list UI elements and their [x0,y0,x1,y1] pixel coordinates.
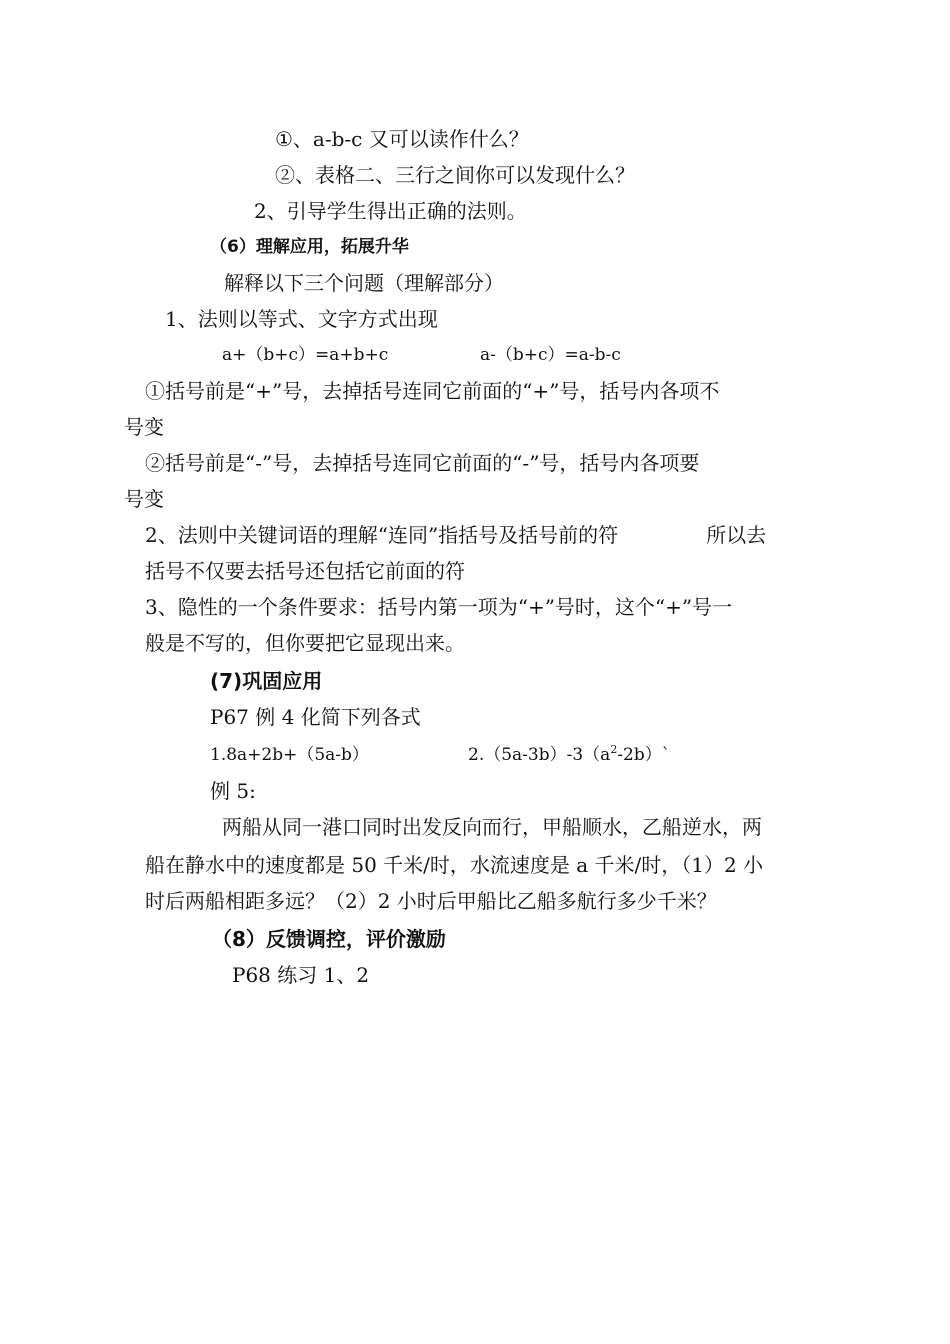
boat-problem-line-1: 两船从同一港口同时出发反向而行，甲船顺水，乙船逆水，两 [222,815,762,839]
hidden-condition-line-2: 般是不写的，但你要把它显现出来。 [145,631,465,655]
section-heading-8: （8）反馈调控，评价激励 [212,927,446,951]
boat-problem-line-2: 船在静水中的速度都是 50 千米/时，水流速度是 a 千米/时，（1）2 小 [145,853,764,877]
practice-line: P68 练习 1、2 [232,963,370,987]
explain-line: 解释以下三个问题（理解部分） [224,271,504,295]
plus-rule-line-2: 号变 [124,415,164,439]
example-4-title: P67 例 4 化简下列各式 [210,705,421,729]
key-term-tail: 所以去 [706,523,767,547]
minus-rule-line-2: 号变 [124,487,164,511]
example-5-label: 例 5: [210,779,256,803]
exercise-2-exponent: 2 [610,743,618,756]
hidden-condition-line-1: 3、隐性的一个条件要求：括号内第一项为“+”号时，这个“+”号一 [145,595,733,619]
key-term-line-2: 括号不仅要去括号还包括它前面的符 [145,559,465,583]
equation-right: a-（b+c）=a-b-c [480,345,621,365]
question-2: ②、表格二、三行之间你可以发现什么？ [275,163,635,187]
exercise-2-tail: -2b）` [617,745,671,765]
equation-left: a+（b+c）=a+b+c [222,345,389,365]
plus-rule-line-1: ①括号前是“+”号，去掉括号连同它前面的“+”号，括号内各项不 [145,379,720,403]
exercise-2-text: 2.（5a-3b）-3（a [468,745,611,765]
key-term-text: 2、法则中关键词语的理解“连同”指括号及括号前的符 [145,523,619,547]
key-term-line-1 [145,522,766,548]
boat-problem-line-3: 时后两船相距多远？（2）2 小时后甲船比乙船多航行多少千米？ [145,889,717,913]
minus-rule-line-1: ②括号前是“-”号，去掉括号连同它前面的“-”号，括号内各项要 [145,451,700,475]
exercise-1: 1.8a+2b+（5a-b） [210,745,369,765]
question-1: ①、a-b-c 又可以读作什么？ [275,127,529,151]
guide-line: 2、引导学生得出正确的法则。 [254,199,527,223]
exercise-2 [468,742,670,768]
rule-1-line: 1、法则以等式、文字方式出现 [165,307,438,331]
section-heading-7: (7)巩固应用 [210,669,323,693]
section-heading-6: （6）理解应用，拓展升华 [210,237,409,257]
